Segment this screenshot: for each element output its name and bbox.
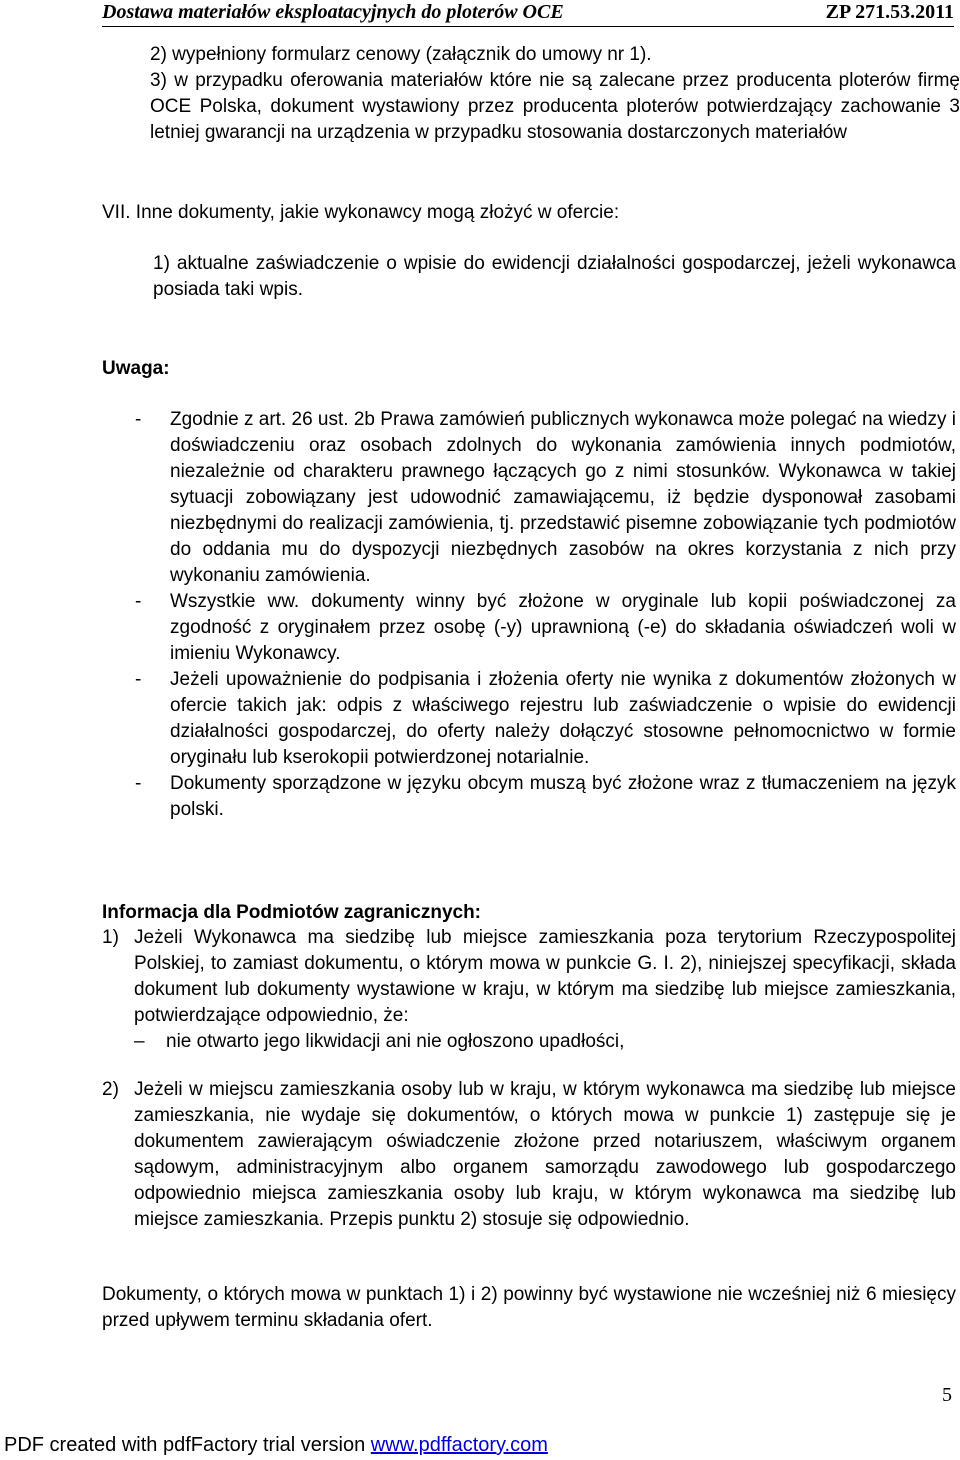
foreign-heading: Informacja dla Podmiotów zagranicznych: bbox=[102, 902, 482, 923]
closing-paragraph: Dokumenty, o których mowa w punktach 1) i 2) powinny być wystawione nie wcześniej niż 6 miesięcy przed upływem terminu składania ofert. bbox=[102, 1284, 956, 1331]
uwaga-bullet: - Wszystkie ww. dokumenty winny być złożone w oryginale lub kopii poświadczonej za zgodność z oryginałem przez osobę (-y) uprawnioną (-e) do składania oświadczeń woli w imieniu Wykonawcy. bbox=[135, 591, 956, 664]
page-header bbox=[102, 0, 954, 27]
section-vi-end bbox=[150, 42, 960, 146]
header-reference: ZP 271.53.2011 bbox=[825, 1, 954, 23]
uwaga-bullet: - Jeżeli upoważnienie do podpisania i złożenia oferty nie wynika z dokumentów złożonych w ofercie takich jak: odpis z właściwego rejestru lub zaświadczenie o wpisie do ewidencji działalności gospodarczej, do oferty należy dołączyć stosowne pełnomocnictwo w formie oryginału lub kserokopii potwierdzonej notarialnie. bbox=[135, 669, 956, 768]
section-vii-item-1: 1) aktualne zaświadczenie o wpisie do ewidencji działalności gospodarczej, jeżeli wykonawca posiada taki wpis. bbox=[153, 253, 956, 300]
page-number: 5 bbox=[942, 1384, 952, 1406]
foreign-item-2: 2) Jeżeli w miejscu zamieszkania osoby lub w kraju, w którym wykonawca ma siedzibę lub miejsce zamieszkania, nie wydaje się dokumentów, o których mowa w punkcie 1) zastępuje się je dokumentem zawierającym oświadczenie złożone przed notariuszem, właściwym organem sądowym, administracyjnym albo organem samorządu zawodowego lub gospodarczego odpowiednio miejsca zamieszkania osoby lub kraju, w którym wykonawca ma siedzibę lub miejsce zamieszkania. Przepis punktu 2) stosuje się odpowiednio. bbox=[102, 1079, 956, 1230]
footer-text: PDF created with pdfFactory trial version bbox=[4, 1434, 371, 1456]
section-vii-heading: VII. Inne dokumenty, jakie wykonawcy mogą złożyć w ofercie: bbox=[102, 202, 620, 223]
item-2: 2) wypełniony formularz cenowy (załącznik do umowy nr 1). bbox=[150, 44, 652, 65]
footer-link[interactable]: www.pdffactory.com bbox=[370, 1434, 548, 1456]
uwaga-list bbox=[102, 407, 956, 823]
foreign-item-1: 1) Jeżeli Wykonawca ma siedzibę lub miejsce zamieszkania poza terytorium Rzeczypospolitej Polskiej, to zamiast dokumentu, o którym mowa w punkcie G. I. 2), niniejszej specyfikacji, składa dokument lub dokumenty wystawione w kraju, w którym ma siedzibę lub miejsce zamieszkania, potwierdzające odpowiednio, że: – nie otwarto jego likwidacji ani nie ogłoszono upadłości, bbox=[102, 925, 956, 1055]
pdf-footer bbox=[4, 1434, 548, 1457]
header-title: Dostawa materiałów eksploatacyjnych do ploterów OCE bbox=[102, 1, 564, 23]
uwaga-heading: Uwaga: bbox=[102, 358, 170, 379]
item-3: 3) w przypadku oferowania materiałów które nie są zalecane przez producenta ploterów firmę OCE Polska, dokument wystawiony przez producenta ploterów potwierdzający zachowanie 3 letniej gwarancji na urządzenia w przypadku stosowania dostarczonych materiałów bbox=[150, 70, 960, 143]
uwaga-bullet: - Dokumenty sporządzone w języku obcym muszą być złożone wraz z tłumaczeniem na język polski. bbox=[135, 773, 956, 820]
uwaga-bullet: - Zgodnie z art. 26 ust. 2b Prawa zamówień publicznych wykonawca może polegać na wiedzy i doświadczeniu oraz osobach zdolnych do wykonania zamówienia innych podmiotów, niezależnie od charakteru prawnego łączących go z nimi stosunków. Wykonawca w takiej sytuacji zobowiązany jest udowodnić zamawiającemu, iż będzie dysponował zasobami niezbędnymi do realizacji zamówienia, tj. przedstawić pisemne zobowiązanie tych podmiotów do oddania mu do dyspozycji niezbędnych zasobów na okres korzystania z nich przy wykonaniu zamówienia. bbox=[135, 409, 956, 586]
foreign-item-1-sub: – nie otwarto jego likwidacji ani nie ogłoszono upadłości, bbox=[134, 1031, 625, 1052]
